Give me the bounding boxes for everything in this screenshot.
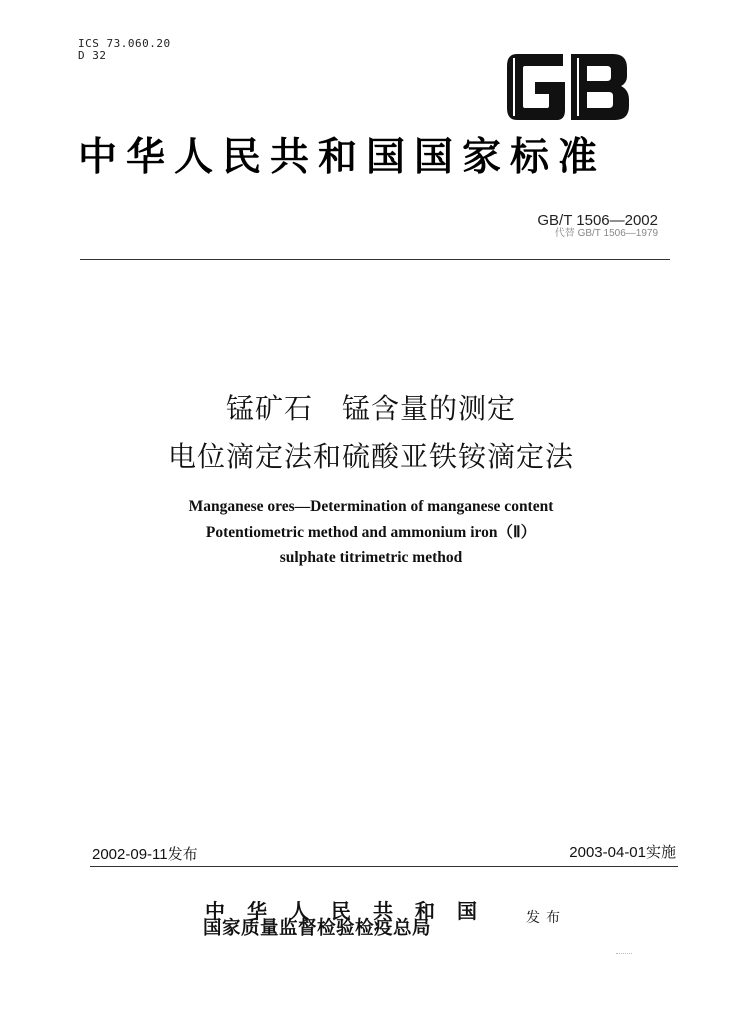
classification-codes (78, 38, 171, 62)
ccs-code: D 32 (78, 49, 107, 62)
chinese-title-line-2: 电位滴定法和硫酸亚铁铵滴定法 (167, 440, 574, 473)
issuer-agency: 国家质量监督检验检疫总局 (203, 918, 432, 939)
english-title-line-3: sulphate titrimetric method (279, 549, 463, 566)
english-title-line-1: Manganese ores—Determination of manganese content (188, 498, 554, 515)
national-standard-title: 中华人民共和国国家标准 (78, 134, 607, 180)
issue-label: 发布 (526, 910, 566, 926)
issuer-country: 中华人民共和国 (205, 899, 499, 923)
implementation-date: 2003-04-01实施 (569, 844, 676, 861)
issue-date: 2002-09-11发布 (92, 846, 198, 863)
english-title-line-2: Potentiometric method and ammonium iron（Ⅱ） (205, 524, 537, 541)
gb-logo-icon (505, 52, 631, 122)
replaces-standard: 代替 GB/T 1506—1979 (554, 228, 658, 239)
standard-number: GB/T 1506—2002 (537, 212, 658, 229)
header-divider (80, 259, 670, 260)
footer-divider (90, 866, 678, 867)
ics-code: ICS 73.060.20 (78, 37, 171, 50)
chinese-title-line-1: 锰矿石 锰含量的测定 (225, 392, 516, 425)
scan-artifact (616, 953, 632, 956)
